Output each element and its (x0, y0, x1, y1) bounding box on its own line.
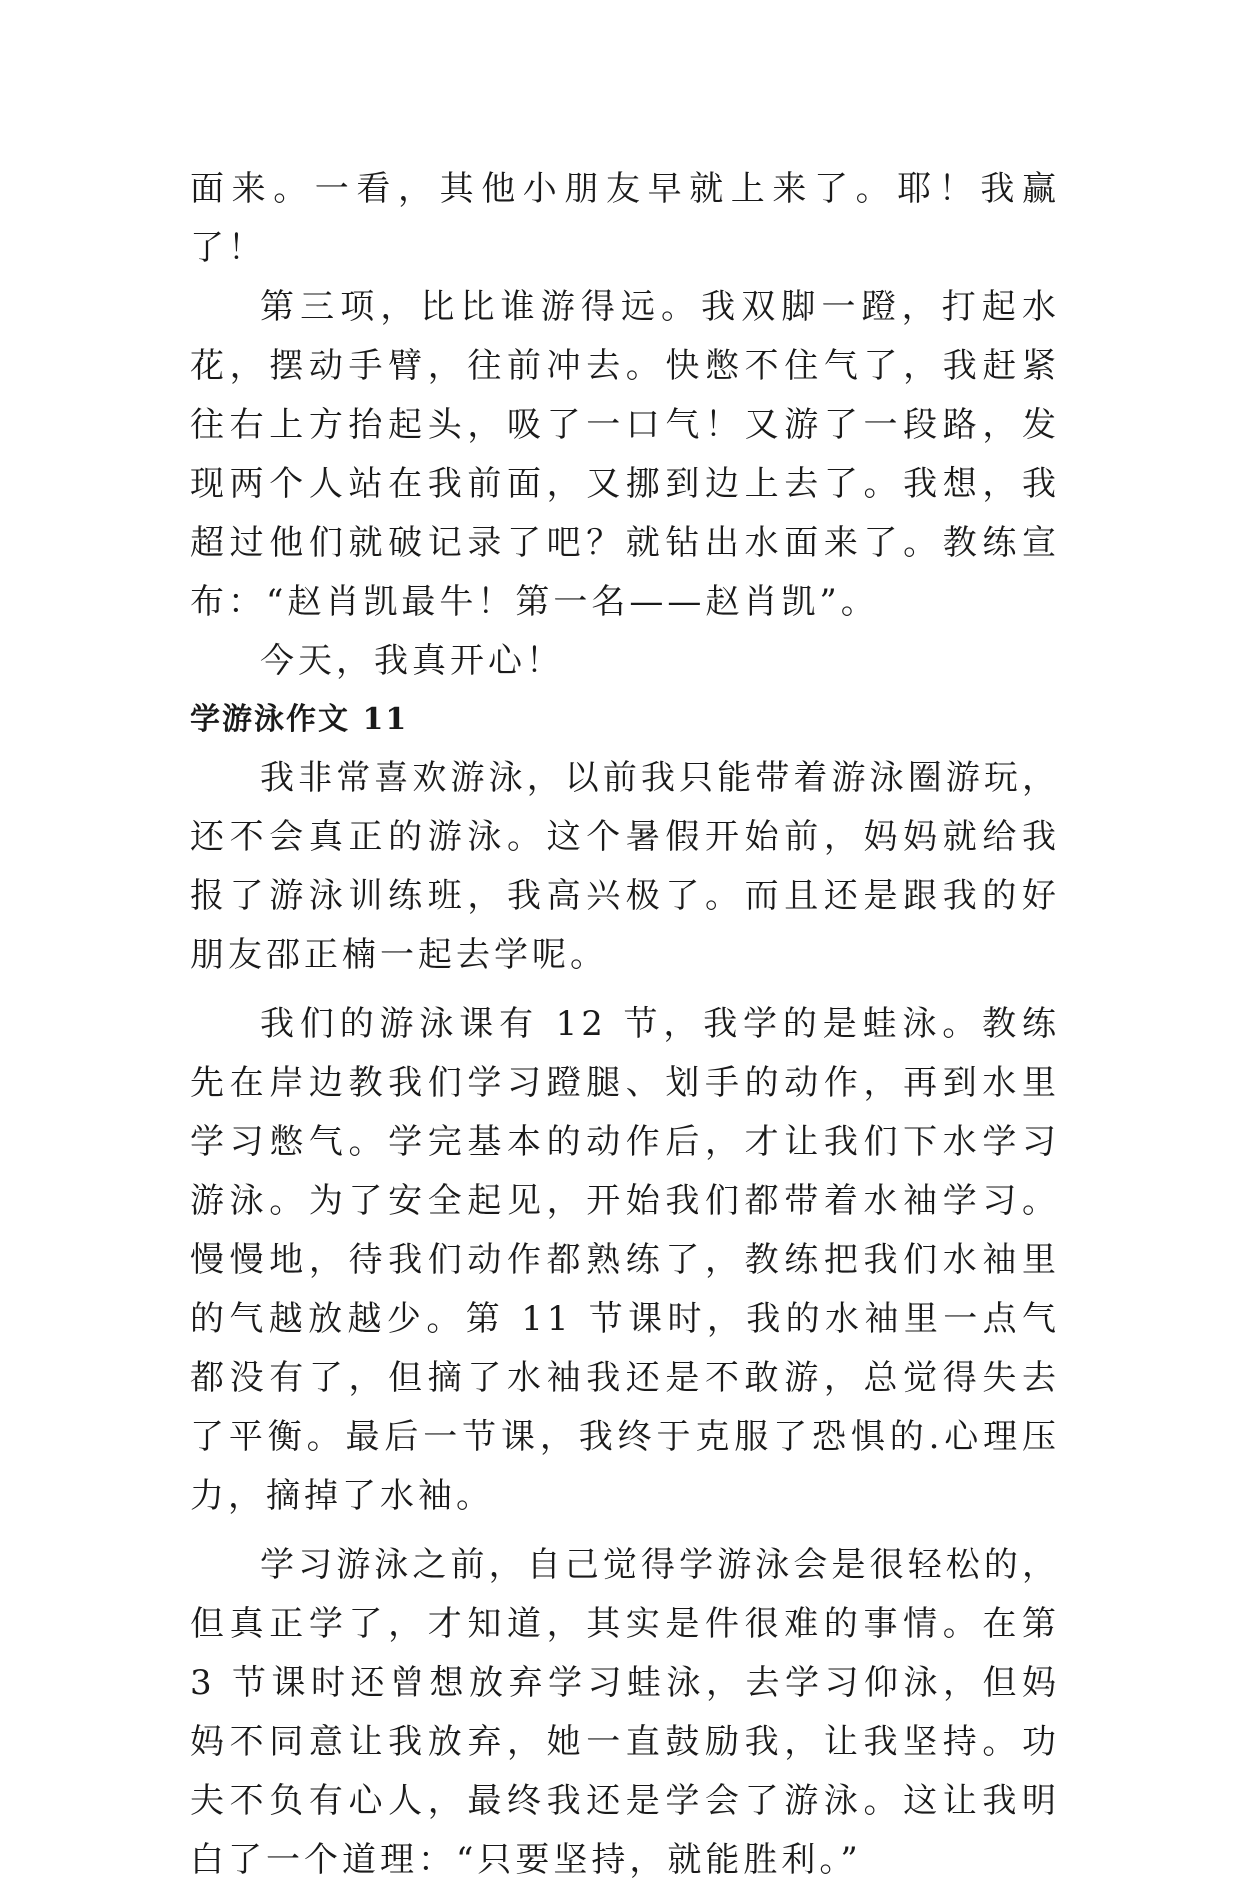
essay-title: 学游泳作文 11 (190, 702, 409, 737)
paragraph-intro: 我非常喜欢游泳，以前我只能带着游泳圈游玩，还不会真正的游泳。这个暑假开始前，妈妈就给我报了游泳训练班，我高兴极了。而且还是跟我的好朋友邵正楠一起去学呢。 (190, 758, 1060, 975)
paragraph-third-item: 第三项，比比谁游得远。我双脚一蹬，打起水花，摆动手臂，往前冲去。快憋不住气了，我赶紧往右上方抬起头，吸了一口气！又游了一段路，发现两个人站在我前面，又挪到边上去了。我想，我超过他们就破记录了吧？就钻出水面来了。教练宣布：“赵肖凯最牛！第一名——赵肖凯”。 (190, 287, 1060, 622)
paragraph-lessons: 我们的游泳课有 12 节，我学的是蛙泳。教练先在岸边教我们学习蹬腿、划手的动作，再到水里学习憋气。学完基本的动作后，才让我们下水学习游泳。为了安全起见，开始我们都带着水袖学习。慢慢地，待我们动作都熟练了，教练把我们水袖里的气越放越少。第 11 节课时，我的水袖里一点气都没有了，但摘了水袖我还是不敢游，总觉得失去了平衡。最后一节课，我终于克服了恐惧的.心理压力，摘掉了水袖。 (190, 1004, 1060, 1516)
paragraph-reflection: 学习游泳之前，自己觉得学游泳会是很轻松的，但真正学了，才知道，其实是件很难的事情。在第 3 节课时还曾想放弃学习蛙泳，去学习仰泳，但妈妈不同意让我放弃，她一直鼓励我，让我坚持。功夫不负有心人，最终我还是学会了游泳。这让我明白了一个道理：“只要坚持，就能胜利。” (190, 1545, 1060, 1880)
paragraph-continuation: 面来。一看，其他小朋友早就上来了。耶！我赢了！ (190, 169, 1060, 268)
essay-body (190, 160, 1060, 1890)
paragraph-happy-today: 今天，我真开心！ (260, 641, 564, 681)
